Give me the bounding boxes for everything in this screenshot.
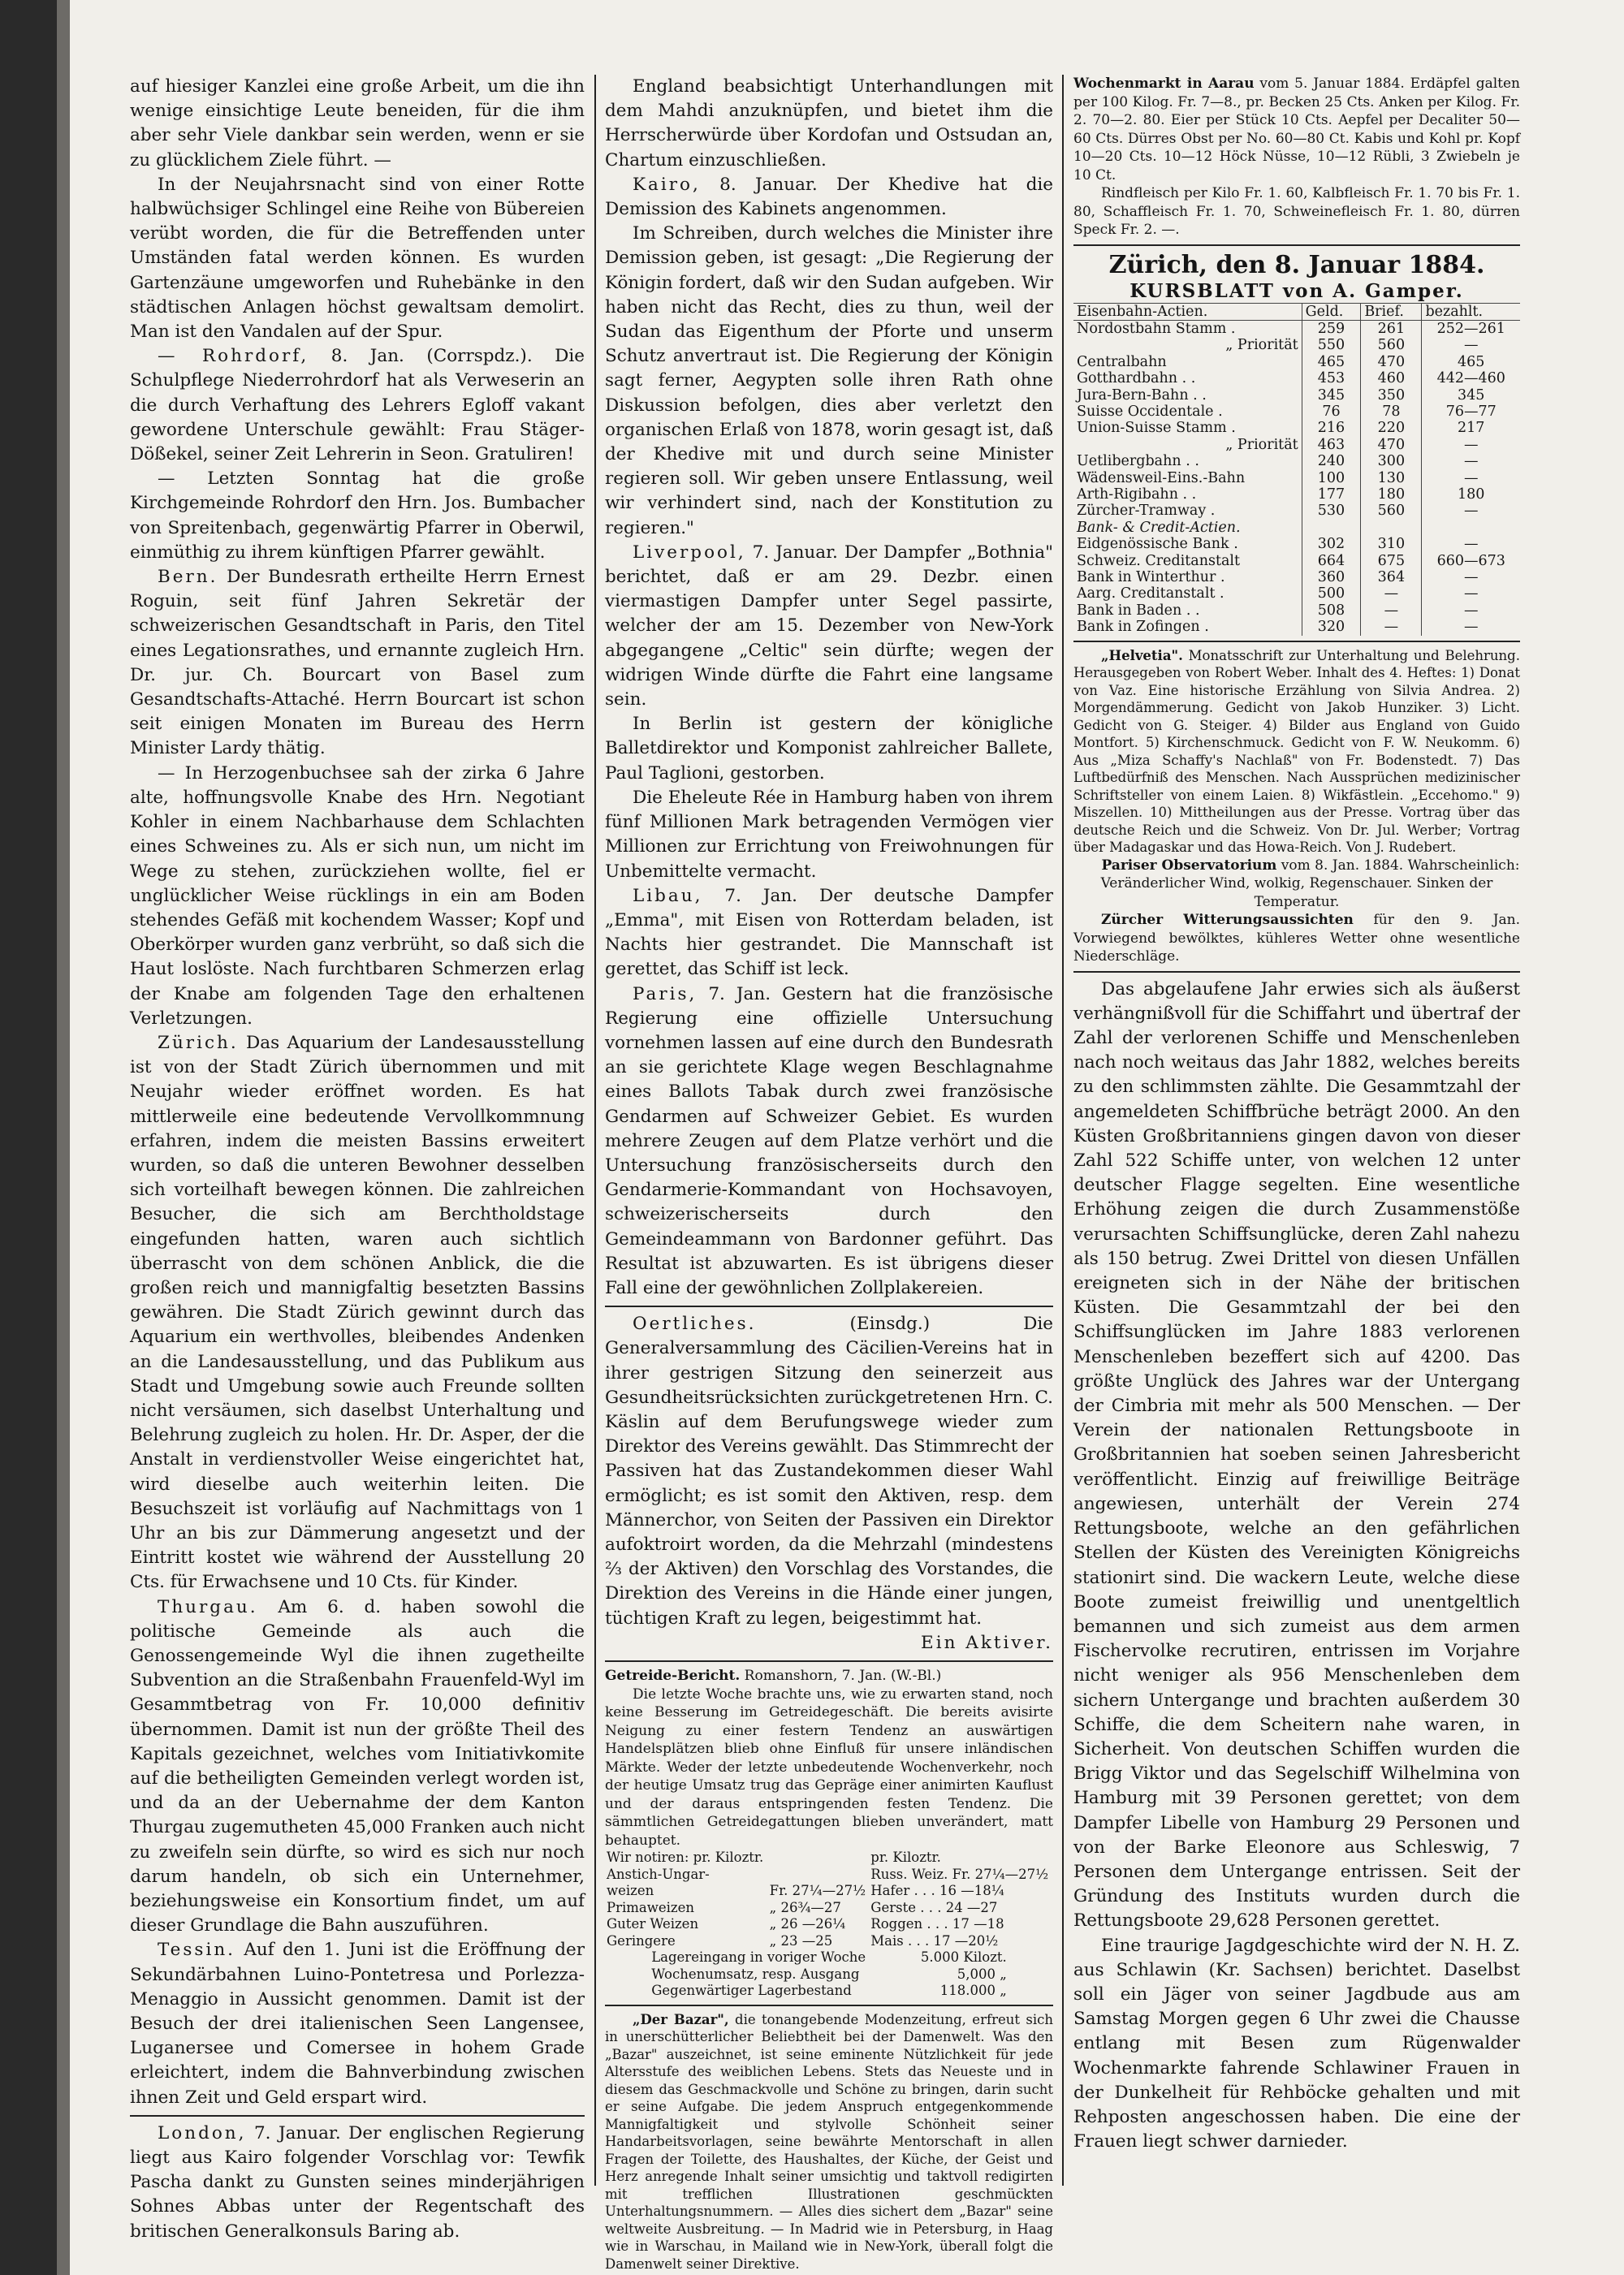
article-text: 7. Januar. Der Dampfer „Bothnia" berichtet, daß er am 29. Dezbr. einen viermastigen Dampfer unter Segel passirte, welcher der am 15. Dezember von New-York abgegangene „Celtic" sein dürfte; wegen der widrigen Winde dürfte die Fahrt eine langsame sein. bbox=[605, 542, 1053, 710]
dateline: Thurgau. bbox=[158, 1596, 258, 1617]
table-row: Schweiz. Creditanstalt 664 675 660—673 bbox=[1073, 553, 1520, 569]
article-text: 8. Jan. (Corrspdz.). Die Schulpflege Niederrohrdorf hat als Verweserin an die durch Verhaftung des Lehrers Egloff vakant gewordene Unterschule gewählt: Frau Stäger-Dößekel, seiner Zeit Lehrerin in Seon. Gratuliren! bbox=[130, 346, 585, 465]
separator bbox=[605, 1306, 1053, 1307]
section-heading: Wochenmarkt in Aarau bbox=[1073, 76, 1255, 92]
grain-report bbox=[605, 1667, 1053, 1686]
table-row: Jura-Bern-Bahn . . 345 350 345 bbox=[1073, 387, 1520, 404]
market-text: Rindfleisch per Kilo Fr. 1. 60, Kalbfleisch Fr. 1. 70 bis Fr. 1. 80, Schaffleisch Fr. 1. 70, Schweinefleisch Fr. 1. 80, dürren Speck Fr. 2. —. bbox=[1073, 185, 1520, 238]
column-rule-1 bbox=[594, 75, 596, 2186]
table-row: weizen Fr. 27¼—27½ Hafer . . . 16 —18¼ bbox=[607, 1883, 1004, 1898]
weather-zuerich bbox=[1073, 911, 1520, 966]
column-1 bbox=[130, 75, 585, 2242]
table-row: „ Priorität 463 470 — bbox=[1073, 437, 1520, 453]
separator bbox=[1073, 244, 1520, 246]
article-text: 7. Jan. Der deutsche Dampfer „Emma", mit Eisen von Rotterdam beladen, ist Nachts hier gestrandet. Die Mannschaft ist gerettet, das Schiff ist leck. bbox=[605, 885, 1053, 980]
col-head: Brief. bbox=[1361, 303, 1422, 320]
section-heading: Oertliches. bbox=[633, 1314, 757, 1335]
article-text: auf hiesiger Kanzlei eine große Arbeit, um die ihn wenige einsichtige Leute beneiden, für die ihm aber sehr Viele dankbar sein werden, wenn er sie zu glücklichem Ziele führt. — bbox=[130, 76, 585, 171]
article-text: — Letzten Sonntag hat die große Kirchgemeinde Rohrdorf den Hrn. Jos. Bumbacher von Spreitenbach, gegenwärtig Pfarrer in Oberwil, einmüthig zu ihrem künftigen Pfarrer gewählt. bbox=[130, 468, 585, 563]
dateline: Kairo, bbox=[633, 174, 701, 195]
table-row: Gotthardbahn . . 453 460 442—460 bbox=[1073, 370, 1520, 386]
dateline: Liverpool, bbox=[633, 542, 746, 563]
article-text: Eine traurige Jagdgeschichte wird der N. H. Z. aus Schlawin (Kr. Sachsen) berichtet. Daselbst soll ein Jäger von seiner Jagdbude aus am Samstag Morgen gegen 6 Uhr zwei die Chausse entlang mit Besen zum Rügenwalder Wochenmarkte fahrende Schlawiner Frauen in der Dunkelheit für Rehböcke gehalten und mit Rehposten angeschossen haben. Die eine der Frauen liegt schwer darnieder. bbox=[1073, 1935, 1520, 2152]
dateline: Libau, bbox=[633, 885, 703, 906]
table-row: Zürcher-Tramway . 530 560 — bbox=[1073, 503, 1520, 519]
article-text: Im Schreiben, durch welches die Minister ihre Demission geben, ist gesagt: „Die Regierung der Königin fordert, daß wir den Sudan aufgeben. Wir haben nicht das Recht, dies zu thun, weil der Sudan das Eigenthum der Pforte und unserm Schutz anvertraut ist. Die Regierung der Königin sagt ferner, Aegypten solle ihren Rath ohne Diskussion befolgen, dies aber verletzt den organischen Erlaß von 1878, worin gesagt ist, daß der Khedive mit und durch seine Minister regieren soll. Wir geben unsere Entlassung, weil wir verhindert sind, nach der Konstitution zu regieren." bbox=[605, 223, 1053, 538]
article-text: — In Herzogenbuchsee sah der zirka 6 Jahre alte, hoffnungsvolle Knabe des Hrn. Negotiant Kohler in einem Nachbarhause dem Schlachten eines Schweines zu. Als er sich nun, um nicht im Wege zu stehen, zurückziehen wollte, fiel er unglücklicher Weise rücklings in ein am Boden stehendes Gefäß mit kochendem Wasser; Kopf und Oberkörper wurden ganz verbrüht, so daß sich die Haut loslöste. Nach furchtbaren Schmerzen erlag der Knabe am folgenden Tage den erhaltenen Verletzungen. bbox=[130, 762, 585, 1029]
binding-shadow bbox=[0, 0, 57, 2275]
binding-edge bbox=[57, 0, 70, 2275]
table-row: Gegenwärtiger Lagerbestand 118.000 „ bbox=[651, 1983, 1007, 1998]
table-row: Bank in Zofingen . 320 — — bbox=[1073, 619, 1520, 635]
table-row: Nordostbahn Stamm . 259 261 252—261 bbox=[1073, 320, 1520, 337]
separator bbox=[605, 1660, 1053, 1662]
table-row: Bank in Baden . . 508 — — bbox=[1073, 602, 1520, 619]
table-row: Wädensweil-Eins.-Bahn 100 130 — bbox=[1073, 470, 1520, 486]
col-head: Geld. bbox=[1302, 303, 1361, 320]
article-text: In der Neujahrsnacht sind von einer Rotte halbwüchsiger Schlingel eine Reihe von Bübereien verübt worden, die für die Betreffenden unter Umständen fatal werden können. Es wurden Gartenzäune umgeworfen und Ruhebänke in den städtischen Anlagen höchst gewaltsam demolirt. Man ist den Vandalen auf der Spur. bbox=[130, 174, 585, 343]
col-head: Eisenbahn-Actien. bbox=[1073, 303, 1302, 320]
grain-table-head: pr. Kiloztr. bbox=[870, 1850, 941, 1865]
table-subheading: Bank- & Credit-Actien. bbox=[1073, 520, 1520, 536]
article-oertliches bbox=[605, 1312, 1053, 1631]
article-text: Der Bundesrath ertheilte Herrn Ernest Roguin, seit fünf Jahren Sekretär der schweizerischen Gesandtschaft in Paris, den Titel eines Legationsrathes, und ernannte zugleich Hrn. Dr. jur. Ch. Bourcart von Basel zum Gesandtschafts-Attaché. Herrn Bourcart ist schon seit einigen Monaten im Bureau des Herrn Minister Lardy thätig. bbox=[130, 567, 585, 759]
table-row: Eidgenössische Bank . 302 310 — bbox=[1073, 536, 1520, 552]
notice-heading: „Helvetia". bbox=[1101, 647, 1183, 663]
article-paris bbox=[605, 982, 1053, 1302]
article-text: Das Aquarium der Landesausstellung ist von der Stadt Zürich übernommen und mit Neujahr wieder eröffnet worden. Es hat mittlerweile eine bedeutende Vervollkommnung erfahren, indem die meisten Bassins erweitert wurden, so daß die unteren Bewohner desselben sich vorteilhaft bewegen können. Die zahlreichen Besucher, die sich am Berchtholdstage eingefunden hatten, waren auch sichtlich überrascht von dem schönen Anblick, die die großen reich und mannigfaltig besetzten Bassins gewähren. Die Stadt Zürich gewinnt durch das Aquarium ein werthvolles, bleibendes Andenken an die Landesausstellung, und das Publikum aus Stadt und Umgebung sowie auch Freunde sollten nicht versäumen, sich daselbst Unterhaltung und Belehrung zugleich zu holen. Hr. Dr. Asper, der die Anstalt in verdienstvoller Weise eingerichtet hat, wird dieselbe auch weiterhin leiten. Die Besuchszeit ist vorläufig auf Nachmittags von 1 Uhr an bis zur Dämmerung angesetzt und der Eintritt kostet wie während der Ausstellung 20 Cts. für Erwachsene und 10 Cts. für Kinder. bbox=[130, 1032, 585, 1593]
separator bbox=[1073, 971, 1520, 973]
article-zuerich bbox=[130, 1031, 585, 1595]
market-report bbox=[1073, 75, 1520, 184]
weather-paris bbox=[1073, 857, 1520, 912]
grain-price-table bbox=[605, 1850, 1053, 1949]
separator bbox=[130, 2115, 585, 2117]
notice-text: vom 8. Jan. 1884. Wahrscheinlich: Veränderlicher Wind, wolkig, Regenschauer. Sinken der Temperatur. bbox=[1100, 857, 1520, 910]
article-text: Am 6. d. haben sowohl die politische Gemeinde als auch die Genossengemeinde Wyl die ihnen zugetheilte Subvention an die Straßenbahn Frauenfeld-Wyl im Gesammtbetrag von Fr. 10,000 definitiv übernommen. Damit ist nun der größte Theil des Kapitals gezeichnet, welches vom Initiativkomite auf die betheiligten Gemeinden verlegt worden ist, und da an der Uebernahme der dem Kanton Thurgau zugemutheten 45,000 Franken auch nicht zu zweifeln sein dürfte, so wird es sich nur noch darum handeln, ob sich ein Unternehmer, beziehungsweise ein Konsortium findet, um auf dieser Grundlage die Bahn auszuführen. bbox=[130, 1596, 585, 1936]
table-row: Geringere „ 23 —25 Mais . . . 17 —20½ bbox=[607, 1932, 999, 1949]
dateline: Zürich. bbox=[158, 1032, 239, 1053]
dateline: Romanshorn, 7. Jan. (W.-Bl.) bbox=[740, 1668, 942, 1684]
article-text: England beabsichtigt Unterhandlungen mit dem Mahdi anzuknüpfen, und bietet ihm die Herrscherwürde über Kordofan und Ostsudan an, Chartum einzuschließen. bbox=[605, 76, 1053, 171]
dateline: Tessin. bbox=[158, 1940, 236, 1961]
article-text: Das abgelaufene Jahr erwies sich als äußerst verhängnißvoll für die Schiffahrt und übertraf der Zahl der verlorenen Schiffe und Menschenleben nach noch weitaus das Jahr 1882, welches bereits zu den schlimmsten zählte. Die Gesammtzahl der angemeldeten Schiffbrüche beträgt 2000. An den Küsten Großbritanniens gingen davon von dieser Zahl 522 Schiffe unter, von welchen 12 unter deutscher Flagge segelten. Eine wesentliche Erhöhung zeigen die durch Zusammenstöße verursachten Schiffsunglücke, deren Zahl nahezu als 150 betrug. Zwei Drittel von diesen Unfällen ereigneten sich in der Nähe der britischen Küsten. Die Gesammtzahl der bei den Schiffsunglücken im Jahre 1883 verlorenen Menschenleben bezeffert sich auf 4200. Das größte Unglück des Jahres war der Untergang der Cimbria mit mehr als 500 Menschen. — Der Verein der nationalen Rettungsboote in Großbritannien hat soeben seinen Jahresbericht veröffentlicht. Einzig auf freiwillige Beiträge angewiesen, unterhält der Verein 274 Rettungsboote, welche an den gefährlichen Stellen der Küsten des Vereinigten Königreichs stationirt sind. Die wackern Leute, welche diese Boote zumeist freiwillig und unentgeltlich bemannen und sich zumeist aus dem armen Fischervolke recrutiren, entrissen im Vorjahre nicht weniger als 956 Menschenleben dem sichern Untergange und brachten außerdem 30 Schiffe, die dem Scheitern nahe waren, in Sicherheit. Von deutschen Schiffen wurden die Brigg Viktor und das Segelschiff Wilhelmina von Hamburg mit 39 Personen gerettet; von dem Dampfer Libelle von Hamburg 29 Personen und von der Barke Eleonore aus Schleswig, 7 Personen dem Untergange entrissen. Seit der Gründung des Instituts wurden durch die Rettungsboote 29,628 Personen gerettet. bbox=[1073, 978, 1520, 1932]
dateline: — Rohrdorf, bbox=[158, 346, 309, 367]
article-london bbox=[130, 2122, 585, 2244]
table-row: Centralbahn 465 470 465 bbox=[1073, 354, 1520, 370]
table-row: Bank in Winterthur . 360 364 — bbox=[1073, 569, 1520, 585]
notice-text: für den 9. Jan. Vorwiegend bewölktes, kühleres Wetter ohne wesentliche Niederschläge. bbox=[1073, 912, 1520, 965]
table-row: Aarg. Creditanstalt . 500 — — bbox=[1073, 585, 1520, 602]
table-row: Union-Suisse Stamm . 216 220 217 bbox=[1073, 420, 1520, 436]
notice-heading: Pariser Observatorium bbox=[1101, 857, 1277, 874]
advert-text: die tonangebende Modenzeitung, erfreut sich in unerschütterlicher Beliebtheit bei der Damenwelt. Was den „Bazar" auszeichnet, ist seine eminente Nützlichkeit für jede Altersstufe des weiblichen Lebens. Stets das Neueste und in diesem das Geschmackvolle und Schöne zu bringen, darin sucht er seine Aufgabe. Die jedem Anspruch entgegenkommende Mannigfaltigkeit und stylvolle Schönheit seiner Handarbeitsvorlagen, seine bewährte Mentorschaft in allen Fragen der Toilette, des Haushaltes, der Küche, der Geist und Herz anregende Inhalt seiner umsichtig und taktvoll redigirten mit trefflichen Illustrationen geschmückten Unterhaltungsnummern. — Alles dies sichert dem „Bazar" seine weltweite Ausbreitung. — In Madrid wie in Petersburg, in Haag wie in Warschau, in Mailand wie in New-York, überall folgt die Damenwelt seiner Direktive. bbox=[605, 2011, 1053, 2272]
article-liverpool bbox=[605, 541, 1053, 712]
table-row: Lagereingang in voriger Woche 5.000 Kilozt. bbox=[651, 1949, 1007, 1965]
table-row: „ Priorität 550 560 — bbox=[1073, 337, 1520, 353]
dateline: Paris, bbox=[633, 983, 698, 1004]
article-text: Die Eheleute Rée in Hamburg haben von ihrem fünf Millionen Mark betragenden Vermögen vier Millionen zur Errichtung von Freiwohnungen für Unbemittelte vermacht. bbox=[605, 787, 1053, 882]
table-row: Wochenumsatz, resp. Ausgang 5,000 „ bbox=[651, 1966, 1007, 1982]
dateline: London, bbox=[158, 2122, 247, 2143]
grain-table-head: Wir notiren: pr. Kiloztr. bbox=[607, 1850, 764, 1865]
article-bern bbox=[130, 565, 585, 762]
separator bbox=[1073, 641, 1520, 642]
article-text: (Einsdg.) Die Generalversammlung des Cäcilien-Vereins hat in ihrer gestrigen Sitzung den seinerzeit aus Gesundheitsrücksichten zurückgetretenen Hrn. C. Käslin auf dem Berufungswege wieder zum Direktor des Vereins gewählt. Das Stimmrecht der Passiven hat das Zustandekommen dieser Wahl ermöglicht; es ist somit den Aktiven, resp. dem Männerchor, von Seiten der Passiven ein Direktor aufoktroirt worden, da die Mehrzahl (mindestens ⅔ der Aktiven) den Vorschlag des Vorstandes, die Direktion des Vereins in die Hände einer jungen, tüchtigen Kraft zu legen, beigestimmt hat. bbox=[605, 1314, 1053, 1629]
table-row: Anstich-Ungar- Russ. Weiz. Fr. 27¼—27½ bbox=[607, 1866, 1049, 1882]
article-rohrdorf bbox=[130, 344, 585, 467]
table-row: Guter Weizen „ 26 —26¼ Roggen . . . 17 —18 bbox=[607, 1916, 1004, 1932]
article-text: 7. Jan. Gestern hat die französische Regierung eine offizielle Untersuchung vornehmen lassen auf eine durch den Bundesrath an sie gerichtete Klage wegen Beschlagnahme eines Ballots Tabak durch zwei französische Gendarmen auf Schweizer Gebiet. Es wurden mehrere Zeugen auf dem Platze verhört und die Untersuchung französischerseits durch den Gendarmerie-Kommandant von Hochsavoyen, schweizerischerseits durch den Gemeindeammann von Bardonner geführt. Das Resultat ist abzuwarten. Es ist übrigens dieser Fall eine der gewöhnlichen Zollplakereien. bbox=[605, 983, 1053, 1298]
article-text: In Berlin ist gestern der königliche Balletdirektor und Komponist zahlreicher Ballete, Paul Taglioni, gestorben. bbox=[605, 714, 1053, 784]
col-head: bezahlt. bbox=[1422, 303, 1520, 320]
article-tessin bbox=[130, 1938, 585, 2109]
section-heading: Getreide-Bericht. bbox=[605, 1668, 741, 1684]
article-text: 8. Januar. Der Khedive hat die Demission des Kabinets angenommen. bbox=[605, 174, 1053, 220]
market-text: vom 5. Januar 1884. Erdäpfel galten per 100 Kilog. Fr. 7—8., pr. Becken 25 Cts. Anken per Kilog. Fr. 2. 70—2. 80. Eier per Stück 10 Cts. Aepfel per Decaliter 50—60 Cts. Dürres Obst per No. 60—80 Ct. Kabis und Kohl pr. Kopf 10—20 Cts. 10—12 Höck Nüsse, 10—12 Rübli, 3 Zwiebeln je 10 Ct. bbox=[1073, 76, 1520, 183]
kursblatt-table bbox=[1073, 303, 1520, 636]
column-3 bbox=[1073, 75, 1520, 2194]
article-text: 7. Januar. Der englischen Regierung liegt aus Kairo folgender Vorschlag vor: Tewfik Pascha dankt zu Gunsten seines minderjährigen Sohnes Abbas unter der Regentschaft des britischen Generalkonsuls Baring ab. bbox=[130, 2122, 585, 2242]
table-row: Primaweizen „ 26¾—27 Gerste . . . 24 —27 bbox=[607, 1899, 998, 1915]
article-libau bbox=[605, 884, 1053, 982]
table-row: Suisse Occidentale . 76 78 76—77 bbox=[1073, 404, 1520, 420]
notice-text: Monatsschrift zur Unterhaltung und Belehrung. Herausgegeben von Robert Weber. Inhalt des 4. Heftes: 1) Donat von Vaz. Eine historische Erzählung von Silvia Andrea. 2) Morgendämmerung. Gedicht von Jakob Hunziker. 3) Licht. Gedicht von G. Steiger. 4) Bilder aus England von Guido Montfort. 5) Kirchenschmuck. Gedicht von F. W. Neukomm. 6) Aus „Miza Schaffy's Nachlaß" von Fr. Bodenstedt. 7) Das Luftbedürfniß des Menschen. Nach Aussprüchen medizinischer Schriftsteller von einem Laien. 8) Wikfästlein. „Eccehomo." 9) Miszellen. 10) Mittheilungen aus der Presse. Vortrag über das deutsche Reich und die Schweiz. Von Dr. Jul. Werber; Vortrag über Madagaskar und das Howa-Reich. Von J. Rudebert. bbox=[1073, 647, 1520, 856]
table-row: Uetlibergbahn . . 240 300 — bbox=[1073, 453, 1520, 469]
advert-heading: „Der Bazar", bbox=[633, 2011, 729, 2027]
table-row: Arth-Rigibahn . . 177 180 180 bbox=[1073, 486, 1520, 503]
grain-report-text: Die letzte Woche brachte uns, wie zu erwarten stand, noch keine Besserung im Getreidegeschäft. Die bereits avisirte Neigung zu einer festern Tendenz an auswärtigen Handelsplätzen blieb ohne Einfluß für unsere inländischen Märkte. Weder der letzte unbedeutende Wochenverkehr, noch der heutige Umsatz trug das Gepräge einer animirten Kauflust und der daraus entspringenden festen Tendenz. Die sämmtlichen Getreidegattungen blieben unverändert, matt behauptet. bbox=[605, 1686, 1053, 1849]
separator bbox=[605, 2005, 1053, 2006]
dateline: Bern. bbox=[158, 567, 218, 588]
kursblatt-date: Zürich, den 8. Januar 1884. bbox=[1108, 250, 1485, 279]
column-2 bbox=[605, 75, 1053, 2272]
grain-stock-table bbox=[650, 1949, 1009, 2000]
advert-bazar bbox=[605, 2011, 1053, 2273]
notice-heading: Zürcher Witterungsaussichten bbox=[1101, 912, 1354, 929]
article-text: Auf den 1. Juni ist die Eröffnung der Sekundärbahnen Luino-Pontetresa und Porlezza-Menaggio in Aussicht genommen. Damit ist der Besuch der drei italienischen Seen Langensee, Luganersee und Comersee in hohem Grade erleichtert, indem die Bahnverbindung zwischen ihnen Zeit und Geld erspart wird. bbox=[130, 1940, 585, 2108]
kursblatt-title: KURSBLATT von A. Gamper. bbox=[1129, 279, 1464, 302]
article-thurgau bbox=[130, 1595, 585, 1939]
column-rule-2 bbox=[1062, 75, 1064, 2186]
article-kairo bbox=[605, 173, 1053, 222]
signature: Ein Aktiver. bbox=[921, 1632, 1053, 1653]
helvetia-notice bbox=[1073, 647, 1520, 857]
